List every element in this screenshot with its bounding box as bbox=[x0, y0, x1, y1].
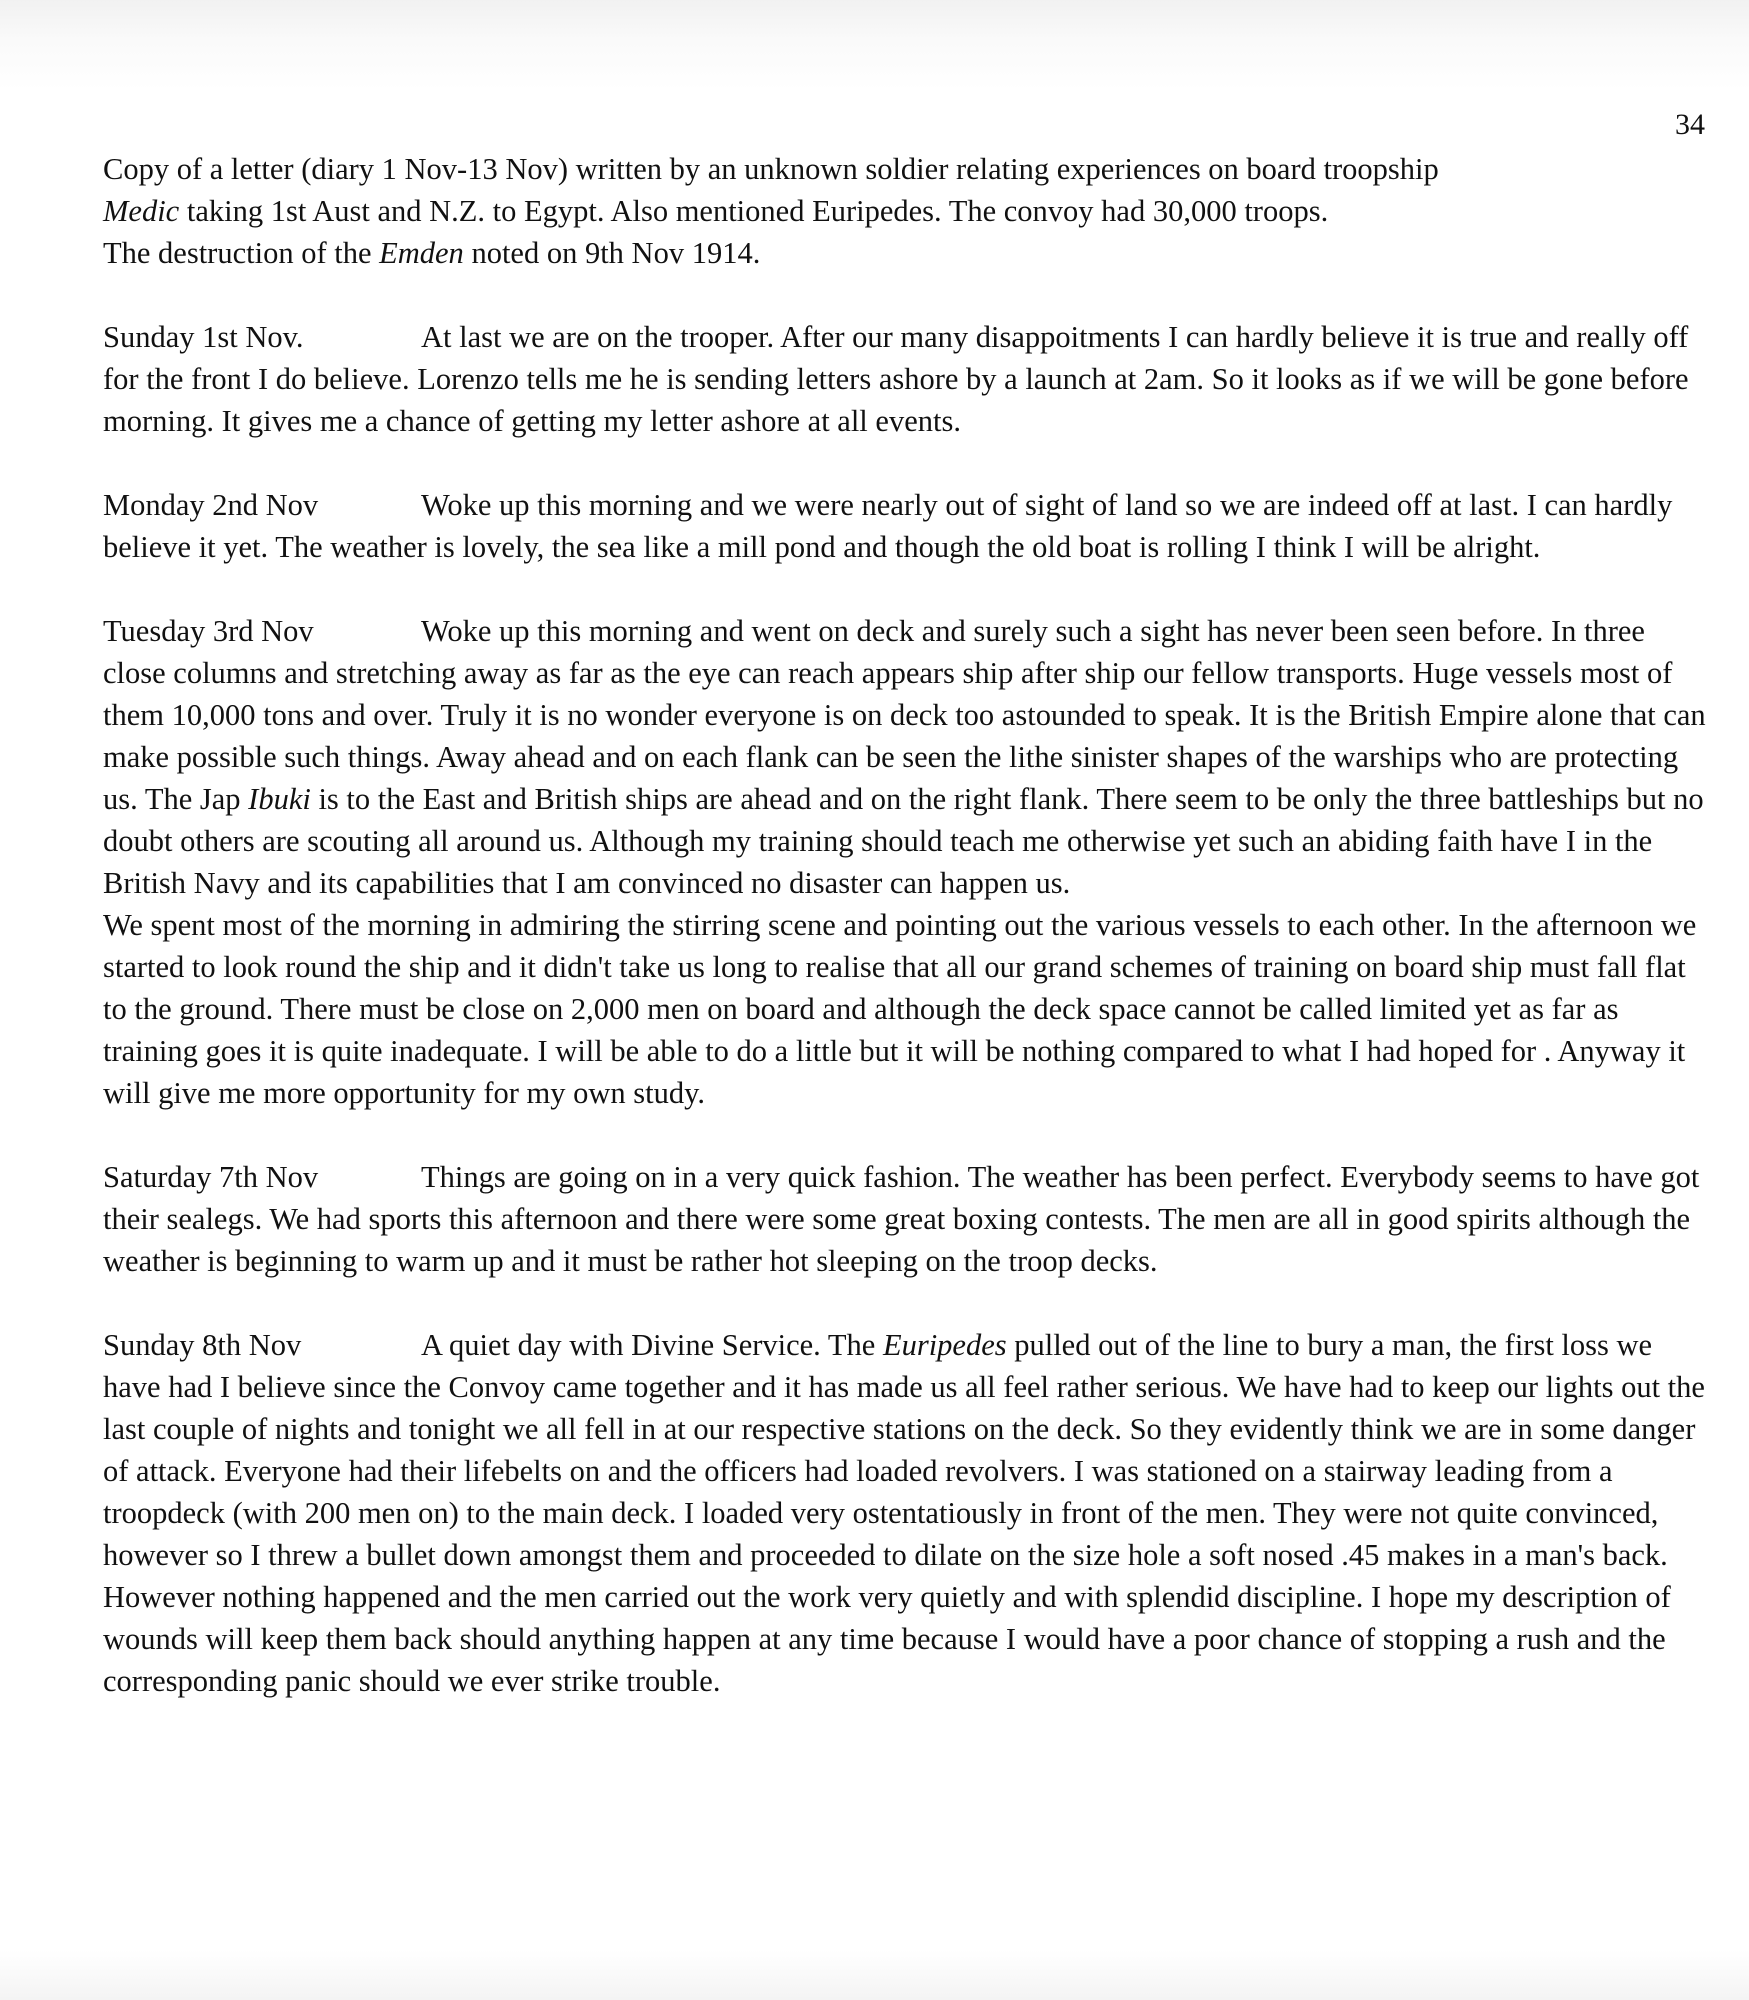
entry-text: Woke up this morning and went on deck and surely such a sight has never been seen before. In three close columns and stretching away as far as the eye can reach appears ship after ship our fellow transports. Huge vessels most of them 10,000 tons and over. Truly it is no wonder everyone is on deck too astounded to speak. It is the British Empire alone that can make possible such things. Away ahead and on each flank can be seen the lithe sinister shapes of the warships who are protecting us. The Jap bbox=[103, 614, 1706, 816]
diary-entry-nov1 bbox=[103, 316, 1708, 442]
intro-paragraph bbox=[103, 148, 1708, 274]
intro-text-1: Copy of a letter (diary 1 Nov-13 Nov) written by an unknown soldier relating experiences on board troopship bbox=[103, 152, 1439, 186]
entry-text: Woke up this morning and we were nearly out of sight of land so we are indeed off at last. I can hardly believe it yet. The weather is lovely, the sea like a mill pond and though the old boat is rolling I think I will be alright. bbox=[103, 488, 1673, 564]
diary-entry-nov8 bbox=[103, 1324, 1708, 1702]
diary-entry-nov3 bbox=[103, 610, 1708, 1114]
page-number: 34 bbox=[1675, 108, 1705, 141]
diary-entry-nov7 bbox=[103, 1156, 1708, 1282]
entry-text: At last we are on the trooper. After our many disappoitments I can hardly believe it is true and really off for the front I do believe. Lorenzo tells me he is sending letters ashore by a launch at 2am. So it looks as if we will be gone before morning. It gives me a chance of getting my letter ashore at all events. bbox=[103, 320, 1689, 438]
intro-text-2: taking 1st Aust and N.Z. to Egypt. Also mentioned Euripedes. The convoy had 30,000 troops. bbox=[179, 194, 1329, 228]
letter-body bbox=[103, 148, 1708, 1744]
entry-date: Tuesday 3rd Nov bbox=[103, 614, 314, 648]
entry-date: Sunday 1st Nov. bbox=[103, 320, 304, 354]
entry-paragraph bbox=[103, 610, 1708, 904]
entry-text: Things are going on in a very quick fashion. The weather has been perfect. Everybody seems to have got their sealegs. We had sports this afternoon and there were some great boxing contests. The men are all in good spirits although the weather is beginning to warm up and it must be rather hot sleeping on the troop decks. bbox=[103, 1160, 1700, 1278]
entry-date: Sunday 8th Nov bbox=[103, 1328, 302, 1362]
entry-text: A quiet day with Divine Service. The bbox=[421, 1328, 883, 1362]
entry-date: Saturday 7th Nov bbox=[103, 1160, 319, 1194]
entry-paragraph bbox=[103, 904, 1708, 1114]
entry-text: We spent most of the morning in admiring the stirring scene and pointing out the various vessels to each other. In the afternoon we started to look round the ship and it didn't take us long to realise that all our grand schemes of training on board ship must fall flat to the ground. There must be close on 2,000 men on board and although the deck space cannot be called limited yet as far as training goes it is quite inadequate. I will be able to do a little but it will be nothing compared to what I had hoped for . Anyway it will give me more opportunity for my own study. bbox=[103, 908, 1697, 1110]
ship-name-medic: Medic bbox=[103, 194, 180, 228]
intro-text-4: noted on 9th Nov 1914. bbox=[463, 236, 761, 270]
intro-text-3: The destruction of the bbox=[103, 236, 380, 270]
diary-entry-nov2 bbox=[103, 484, 1708, 568]
entry-text: pulled out of the line to bury a man, the first loss we have had I believe since the Convoy came together and it has made us all feel rather serious. We have had to keep our lights out the last couple of nights and tonight we all fell in at our respective stations on the deck. So they evidently think we are in some danger of attack. Everyone had their lifebelts on and the officers had loaded revolvers. I was stationed on a stairway leading from a troopdeck (with 200 men on) to the main deck. I loaded very ostentatiously in front of the men. They were not quite convinced, however so I threw a bullet down amongst them and proceeded to dilate on the size hole a soft nosed .45 makes in a man's back. However nothing happened and the men carried out the work very quietly and with splendid discipline. I hope my description of wounds will keep them back should anything happen at any time because I would have a poor chance of stopping a rush and the corresponding panic should we ever strike trouble. bbox=[103, 1328, 1705, 1698]
ship-name-emden: Emden bbox=[379, 236, 464, 270]
entry-text: is to the East and British ships are ahead and on the right flank. There seem to be only the three battleships but no doubt others are scouting all around us. Although my training should teach me otherwise yet such an abiding faith have I in the British Navy and its capabilities that I am convinced no disaster can happen us. bbox=[103, 782, 1704, 900]
ship-name-euripedes: Euripedes bbox=[882, 1328, 1007, 1362]
ship-name-ibuki: Ibuki bbox=[248, 782, 311, 816]
entry-date: Monday 2nd Nov bbox=[103, 488, 319, 522]
